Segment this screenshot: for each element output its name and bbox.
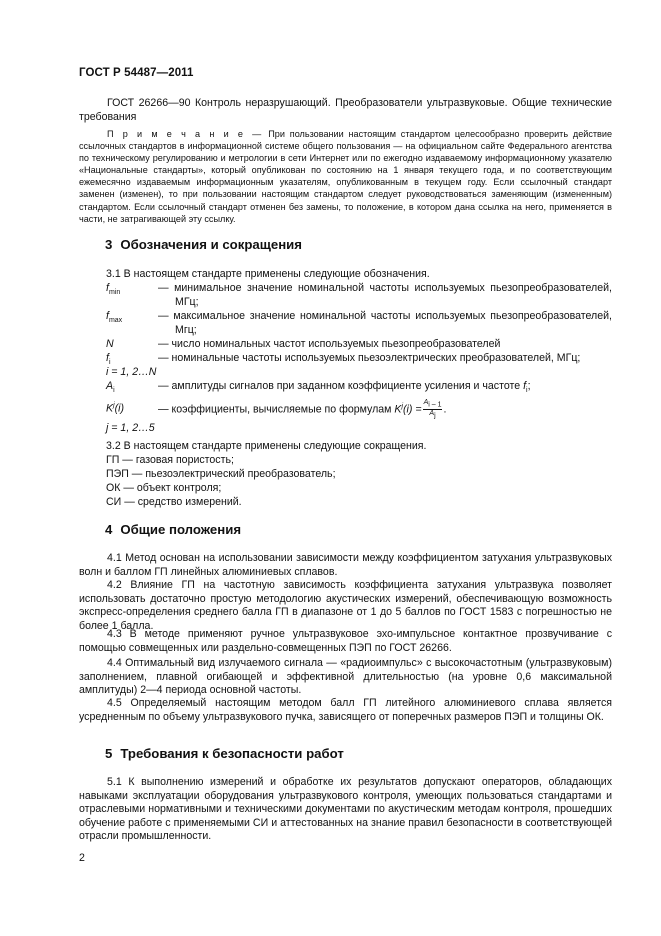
definition-k-j: — коэффициенты, вычисляемые по формулам $K^j(i)$ = $\frac{A_{i - 1}}{A_j}$ . (158, 399, 447, 420)
range-i: i = 1, 2…N (106, 366, 157, 378)
section-4-title: Общие положения (120, 522, 242, 537)
paragraph-4-5: 4.5 Определяемый настоящим методом балл ГП литейного алюминиевого сплава является усредненным по объему ультразвукового пучка, зависящего от поперечных размеров ПЭП и толщины ОК. (79, 697, 612, 723)
definition-f-max: — максимальное значение номинальной частоты используемых пьезопреобразователей, Мгц; (158, 310, 612, 336)
paragraph-3-2: 3.2 В настоящем стандарте применены следующие сокращения. (106, 440, 427, 452)
section-3-number: 3 (105, 237, 113, 252)
definition-f-min: — минимальное значение номинальной частоты используемых пьезопреобразователей, МГц; (158, 282, 612, 308)
document-header: ГОСТ Р 54487—2011 (79, 67, 194, 79)
page-number: 2 (79, 852, 85, 864)
note-text: При пользовании настоящим стандартом целесообразно проверить действие ссылочных стандартов в информационной системе общего пользования — на официальном сайте Федерального агентства по техническому регулированию и метрологии в сети Интернет или по ежегодно издаваемому информационному указателю «Национальные стандарты», который опубликован по состоянию на 1 января текущего года, и по соответствующим ежемесячно издаваемым информационным указателям, опубликованным в текущем году. Если ссылочный стандарт заменен (изменен), то при пользовании настоящим стандартом следует руководствоваться заменяющим (измененным) стандартом. Если ссылочный стандарт отменен без замены, то положение, в котором дана ссылка на него, применяется в части, не затрагивающей эту ссылку. (79, 129, 613, 224)
symbol-f-min: $f_{min}$ (106, 282, 121, 297)
section-3-title: Обозначения и сокращения (120, 237, 302, 252)
abbreviation-gp: ГП — газовая пористость; (106, 454, 234, 466)
definition-f-i: — номинальные частоты используемых пьезоэлектрических преобразователей, МГц; (158, 352, 581, 364)
paragraph-4-4: 4.4 Оптимальный вид излучаемого сигнала — «радиоимпульс» с высокочастотным (ультразвуковым) заполнением, плавной огибающей и эффективной длительностью (на уровне 0,6 максимальной амплитуды) 2—4 периода основной частоты. (79, 657, 612, 697)
note-label: П р и м е ч а н и е — (107, 129, 264, 139)
section-4-heading (105, 522, 241, 537)
paragraph-4-2: 4.2 Влияние ГП на частотную зависимость коэффициента затухания ультразвука позволяет использовать достаточно простую методологию акустических измерений, обеспечивающую возможность экспресс-определения среднего балла ГП в диапазоне от 1 до 5 баллов по ГОСТ 1583 с погрешностью не более 1 балла. (79, 579, 612, 632)
paragraph-4-3: 4.3 В методе применяют ручное ультразвуковое эхо-импульсное контактное прозвучивание с помощью совмещенных или раздельно-совмещенных ПЭП по ГОСТ 26266. (79, 628, 612, 654)
symbol-k-j: $K^j(i)$ (106, 402, 125, 415)
symbol-f-i: $f_i$ (106, 352, 111, 367)
section-5-number: 5 (105, 746, 113, 761)
definition-n: — число номинальных частот используемых пьезопреобразователей (158, 338, 501, 350)
symbol-n: N (106, 338, 114, 350)
symbol-f-max: $f_{max}$ (106, 310, 123, 325)
reference-gost-26266: ГОСТ 26266—90 Контроль неразрушающий. Преобразователи ультразвуковые. Общие технические требования (79, 97, 612, 123)
paragraph-3-1: 3.1 В настоящем стандарте применены следующие обозначения. (106, 268, 430, 280)
section-5-title: Требования к безопасности работ (120, 746, 344, 761)
note-paragraph (79, 128, 612, 225)
section-4-number: 4 (105, 522, 113, 537)
section-3-heading (105, 237, 302, 252)
paragraph-5-1: 5.1 К выполнению измерений и обработке их результатов допускают операторов, обладающих навыками эксплуатации оборудования ультразвукового контроля, умеющих пользоваться стандартами и отраслевыми нормативными и техническими документами по акустическим методам контроля, прошедших обучение работе с применяемыми СИ и аттестованных на знание правил безопасности в соответствующей отрасли промышленности. (79, 776, 612, 843)
abbreviation-si: СИ — средство измерений. (106, 496, 242, 508)
section-5-heading (105, 746, 344, 761)
range-j: j = 1, 2…5 (106, 422, 155, 434)
definition-a-i: — амплитуды сигналов при заданном коэффициенте усиления и частоте $f_i$; (158, 380, 531, 395)
paragraph-4-1: 4.1 Метод основан на использовании зависимости между коэффициентом затухания ультразвуковых волн и баллом ГП линейных алюминиевых сплавов. (79, 552, 612, 578)
symbol-a-i: $A_i$ (106, 380, 115, 395)
formula-fraction: $\frac{A_{i - 1}}{A_j}$ (423, 399, 442, 420)
abbreviation-pep: ПЭП — пьезоэлектрический преобразователь; (106, 468, 336, 480)
abbreviation-ok: ОК — объект контроля; (106, 482, 222, 494)
